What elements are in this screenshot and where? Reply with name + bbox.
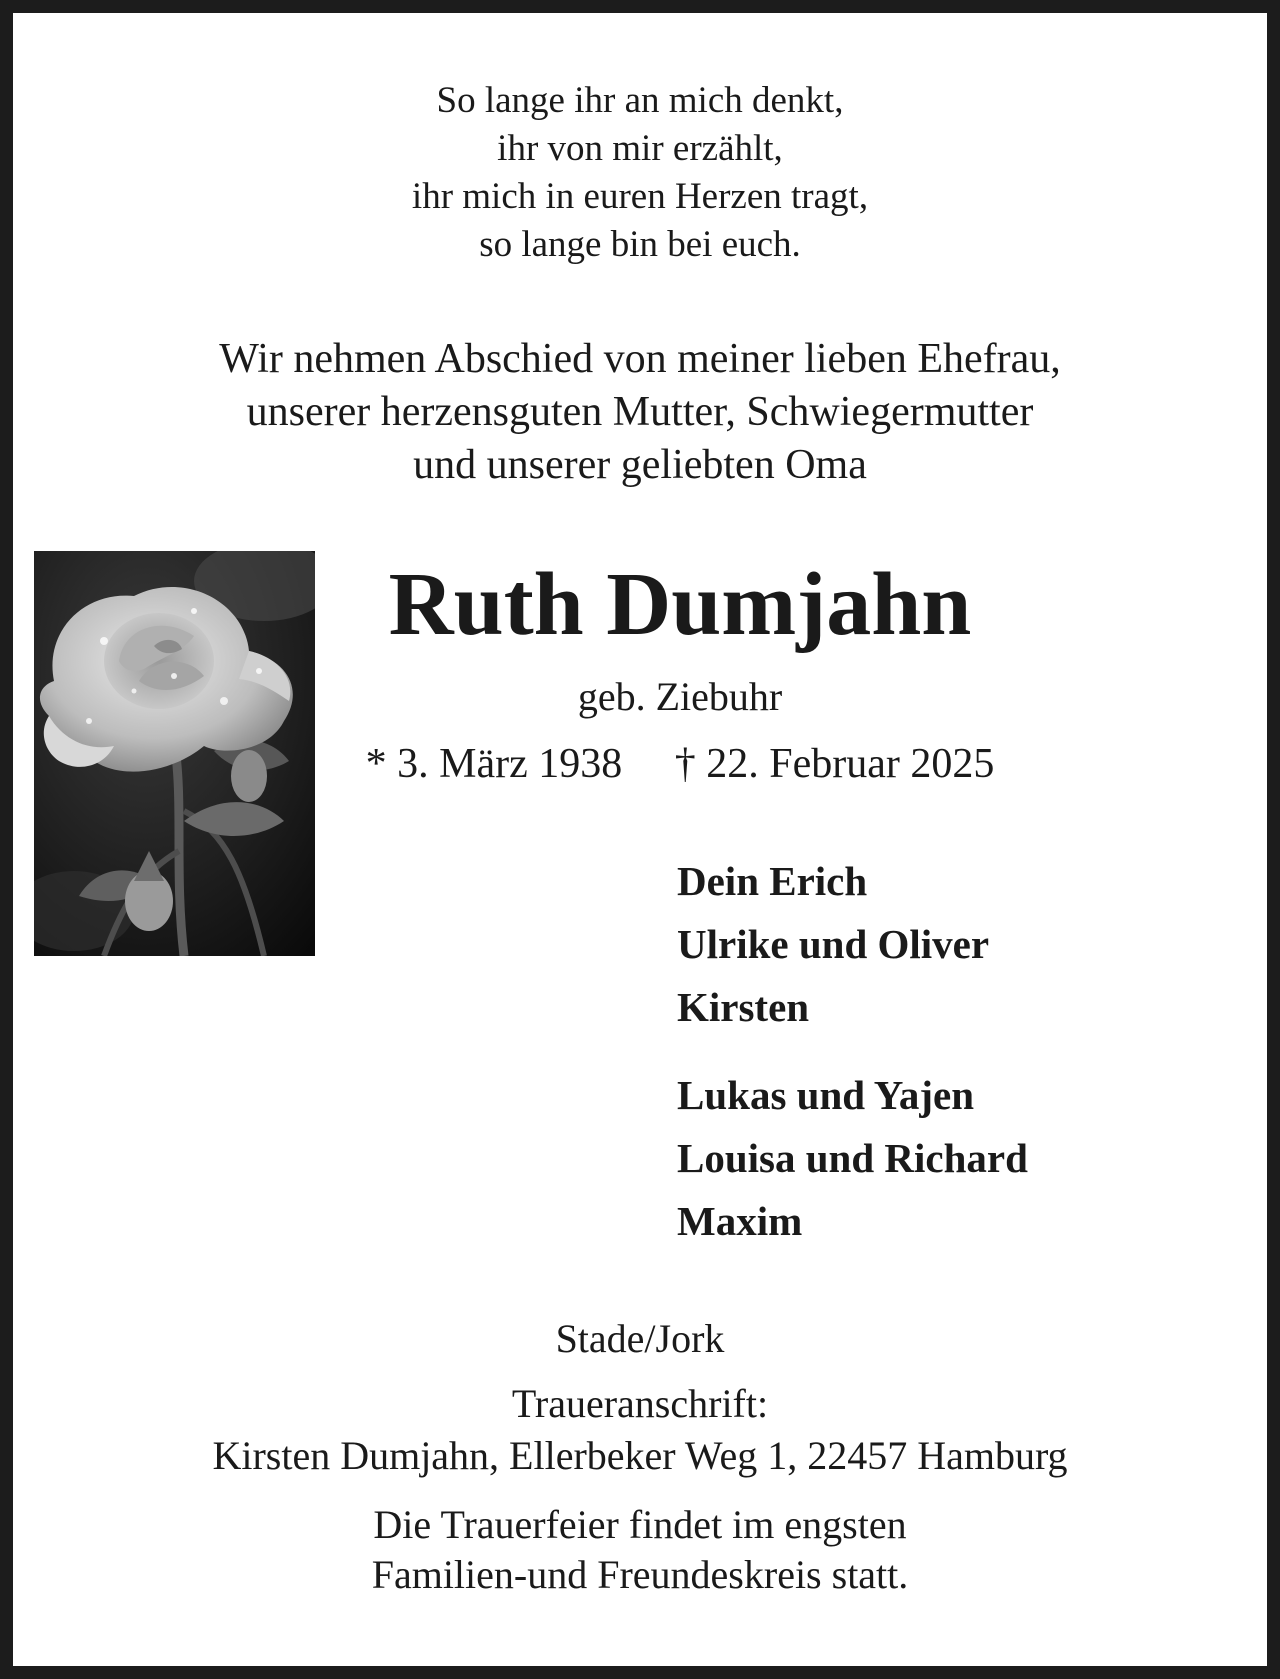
mourning-address: Kirsten Dumjahn, Ellerbeker Weg 1, 22457 Hamburg [212,1433,1068,1478]
deceased-name: Ruth Dumjahn [388,555,972,654]
ceremony-line: Die Trauerfeier findet im engsten [373,1502,907,1547]
mourners-family [677,850,989,1039]
poem-line: ihr mich in euren Herzen tragt, [411,176,869,217]
poem-line: so lange bin bei euch. [479,224,801,265]
intro-line: Wir nehmen Abschied von meiner lieben Ehefrau, [219,336,1061,382]
mourner-name: Ulrike und Oliver [677,921,990,967]
mourner-name: Maxim [677,1198,803,1244]
maiden-name: geb. Ziebuhr [577,674,783,719]
intro-line: und unserer geliebten Oma [413,442,867,488]
mourners-grandchildren [677,1064,1028,1253]
place: Stade/Jork [555,1316,725,1361]
poem [0,77,1280,269]
rose-icon [34,551,315,956]
address-label: Traueranschrift: [511,1381,769,1426]
mourner-name: Louisa und Richard [677,1135,1028,1181]
farewell-intro [0,333,1280,492]
mourner-name: Kirsten [677,984,810,1030]
poem-line: So lange ihr an mich denkt, [436,80,844,121]
poem-line: ihr von mir erzählt, [497,128,783,169]
life-dates: * 3. März 1938 † 22. Februar 2025 [365,741,995,787]
mourner-name: Dein Erich [677,858,868,904]
intro-line: unserer herzensguten Mutter, Schwiegermutter [246,389,1034,435]
ceremony-note [0,1500,1280,1600]
mourner-name: Lukas und Yajen [677,1072,975,1118]
rose-photo [34,551,315,956]
ceremony-line: Familien-und Freundeskreis statt. [371,1552,909,1597]
